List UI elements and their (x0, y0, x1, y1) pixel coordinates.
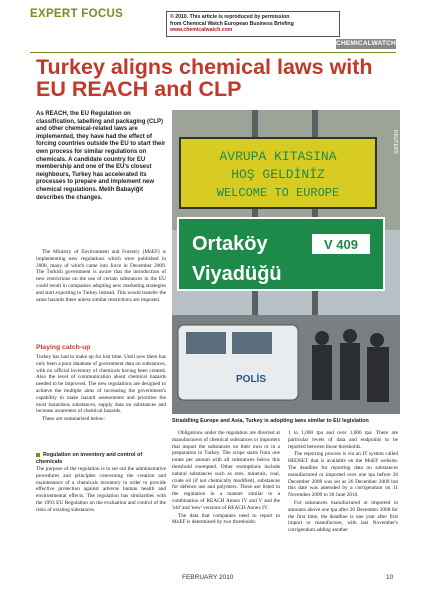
europe-sign-line-2: HOŞ GELDİNİZ (231, 167, 325, 182)
photo-credit: REUTERS (392, 130, 398, 154)
officer-head (343, 329, 357, 343)
column-2 (172, 430, 280, 527)
officer-head (370, 333, 384, 347)
copyright-line-2: from Chemical Watch European Business Briefing (170, 20, 294, 27)
paragraph: The reporting process is via an IT system called HEDSET that is available on the MoEF website. The deadline for reporting data on substances manufactured or imported over one tpa before 26 December 2008 was set as 26 December 2009 but this date was amended by a corrigendum on 11 November 2009 to 30 June 2010. (288, 451, 398, 499)
brand-logo: CHEMICALWATCH (336, 40, 396, 47)
officer-head (315, 331, 329, 345)
subheading: Playing catch-up (36, 344, 91, 351)
headline: Turkey aligns chemical laws with EU REACH and CLP (36, 55, 373, 101)
header-divider (30, 52, 396, 53)
standfirst (36, 111, 166, 202)
bullet-square-icon (36, 453, 40, 457)
copyright-line-1: © 2010. This article is reproduced by permission (170, 14, 290, 20)
van-window (186, 332, 226, 354)
road-number: V 409 (324, 237, 358, 252)
photo-caption: Straddling Europe and Asia, Turkey is adopting laws similar to EU legislation (172, 418, 369, 424)
van-label: POLİS (236, 374, 267, 385)
officer-body (312, 345, 332, 400)
paragraph: Turkey has had to make up for lost time. Until now there has only been a poor database of government data on substances, with no official inventory of chemicals having been created. Also the level of communication about chemical hazards needed to be improved. The new regulations are designed to achieve the multiple aims of increasing the government's capability to make hazard assessments and prioritise the most hazardous substances, supply data on substances and increase awareness of chemical hazards. (36, 354, 166, 415)
paragraph: The data that companies need to report to MoEF is determined by two thresholds: (172, 512, 280, 526)
border-photo (172, 110, 400, 414)
body-paragraph-2 (36, 354, 166, 424)
body-paragraph-3 (36, 466, 166, 515)
officer-body (367, 347, 389, 402)
copyright-notice (166, 11, 340, 37)
section-label: EXPERT FOCUS (30, 8, 124, 20)
bullet-text: Regulation on inventory and control of chemicals (36, 452, 143, 465)
europe-sign-line-1: AVRUPA KITASINA (219, 149, 337, 164)
viaduct-sign-line-2: Viyadüğü (192, 263, 282, 285)
europe-sign-line-3: WELCOME TO EUROPE (216, 186, 340, 200)
copyright-url: www.chemicalwatch.com (170, 27, 233, 33)
paragraph: For substances manufactured or imported in amounts above one tpa after 26 December 2008 for the first time, the deadline is one year after first import or manufacture, with last November's corrigendum adding another (288, 499, 398, 534)
page-number: 10 (386, 574, 394, 581)
paragraph: These are summarised below: (42, 416, 106, 423)
paragraph: The purpose of the regulation is to set out the administrative procedures and principles concerning the creation and maintenance of a chemicals inventory in order to provide effective protection against adverse human health and environmental effects. The regulation has similarities with the 1993 EU Regulation on the evaluation and control of the risks of existing substances. (36, 466, 166, 513)
paragraph: 1 to 1,000 tpa and over 1,000 tpa. There are particular levels of data and endpoints to be reported between those thresholds. (288, 430, 398, 450)
author-line: Melih Babayiğit describes the changes. (36, 186, 144, 201)
van-window (232, 332, 272, 354)
viaduct-sign-line-1: Ortaköy (192, 233, 268, 255)
intro-text: As REACH, the EU Regulation on classification, labelling and packaging (CLP) and other chemical-related laws are implemented, they have had the effect of forcing countries outside the EU to start their own process for similar regulations on chemicals. A candidate country for EU membership and one of the EU's closest neighbours, Turkey has accelerated its processes to prepare and implement new chemical regulations. (36, 111, 166, 193)
paragraph: Obligations under the regulation are directed at manufacturers of chemical substances or importers that import the substances on their own or in a preparation to Turkey. The scope starts from one tonne per annum with all substances below this threshold exempted. Other exemptions include natural substances such as ores, minerals, coal, crude oil (if not chemically modified), substances for defence use and polymers. These are listed in the regulation in a manner similar to a combination of REACH Annex IV and V and the 'old' and 'new' versions of REACH Annex IV. (172, 430, 280, 511)
column-3 (288, 430, 398, 535)
body-paragraph-1 (36, 249, 166, 304)
issue-date: FEBRUARY 2010 (182, 574, 234, 581)
paragraph: The Ministry of Environment and Forestry (MoEF) is implementing new regulations which were published in 2008, many of which came into force in December 2009. The Turkish government is aware that the introduction of new restrictions on the use of certain substances in the EU could result in companies adopting new marketing strategies and start exporting to Turkey instead. This would transfer the same hazards there unless similar restrictions are imposed. (36, 249, 166, 303)
officer-body (340, 343, 360, 400)
bullet-heading (36, 452, 166, 465)
